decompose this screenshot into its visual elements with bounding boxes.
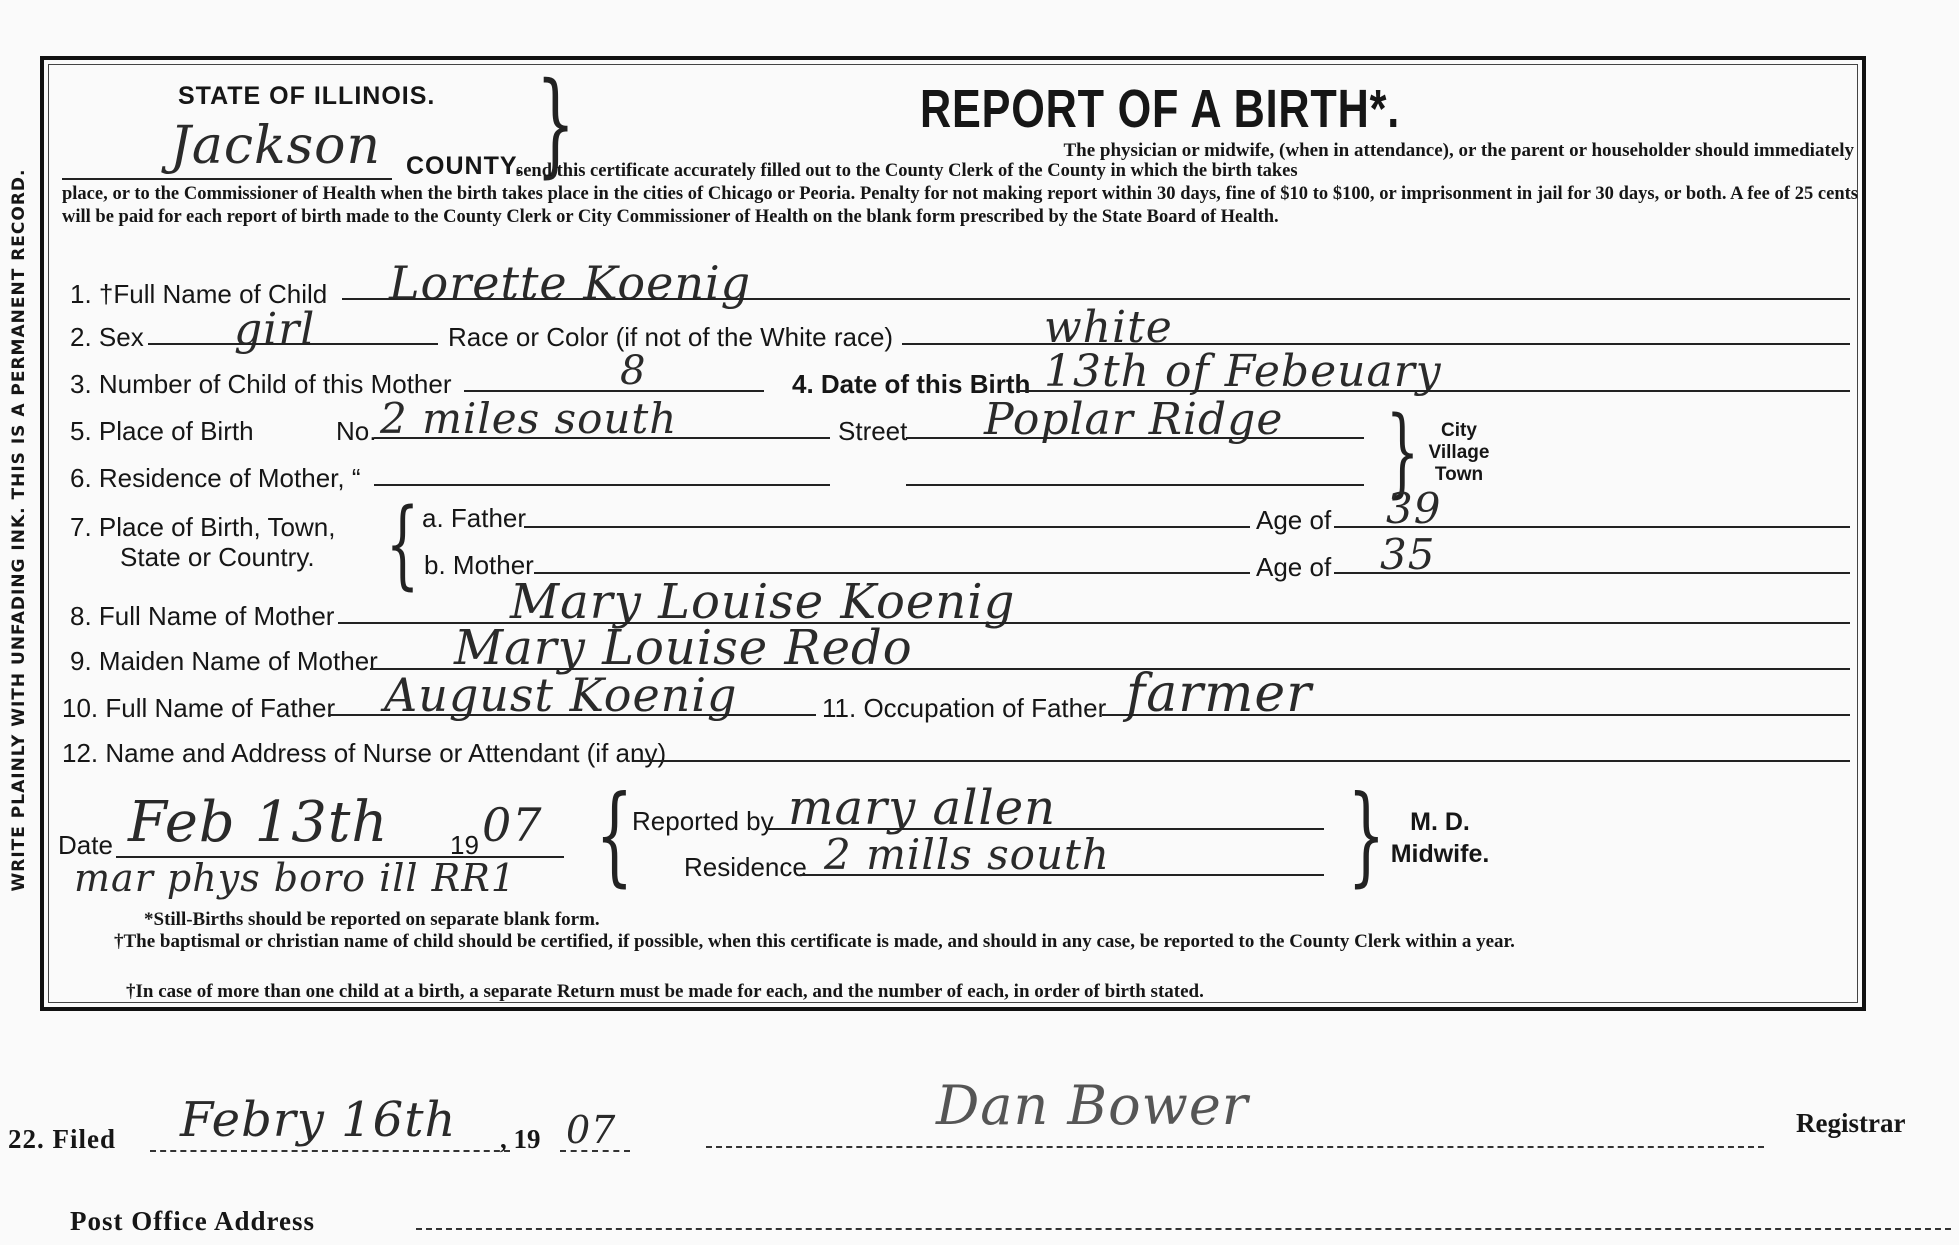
child-name-line bbox=[342, 298, 1850, 300]
sex-value: girl bbox=[234, 304, 316, 355]
registrar-signature: Dan Bower bbox=[936, 1074, 1249, 1137]
report-note-value: mar phys boro ill RR1 bbox=[74, 856, 517, 900]
filed-date-line bbox=[150, 1150, 510, 1152]
registrar-label: Registrar bbox=[1796, 1108, 1906, 1138]
child-name-label: 1. †Full Name of Child bbox=[70, 279, 328, 309]
parents-birthplace-label-2: State or Country. bbox=[120, 542, 315, 572]
child-name-value: Lorette Koenig bbox=[389, 256, 752, 310]
reported-by-value: mary allen bbox=[788, 780, 1057, 836]
mother-name-value: Mary Louise Koenig bbox=[510, 574, 1016, 630]
street-line bbox=[906, 437, 1364, 439]
birth-date-value: 13th of Febeuary bbox=[1044, 346, 1442, 397]
mother-residence-line-1 bbox=[374, 484, 830, 486]
multiple-births-note: †In case of more than one child at a birth, a separate Return must be made for each, and the number of each, in order of birth stated. bbox=[126, 981, 1204, 1002]
residence-line bbox=[800, 874, 1324, 876]
father-occupation-line bbox=[1102, 714, 1850, 716]
father-birthplace-label: a. Father bbox=[422, 503, 527, 533]
maiden-name-label: 9. Maiden Name of Mother bbox=[70, 646, 378, 676]
instructions-line-2: send this certificate accurately filled out to the County Clerk of the County in which the birth takes bbox=[516, 161, 1298, 181]
permanent-record-margin-text bbox=[0, 140, 38, 920]
child-number-value: 8 bbox=[620, 348, 647, 394]
father-occupation-value: farmer bbox=[1126, 664, 1313, 724]
margin-text: WRITE PLAINLY WITH UNFADING INK. THIS IS A PERMANENT RECORD. bbox=[9, 168, 29, 892]
house-number-label: No. bbox=[336, 416, 377, 446]
race-label: Race or Color (if not of the White race) bbox=[448, 322, 894, 352]
birth-report-form bbox=[40, 56, 1866, 1011]
father-age-line bbox=[1334, 526, 1850, 528]
mother-age-label: Age of bbox=[1256, 552, 1332, 582]
mother-age-value: 35 bbox=[1380, 530, 1436, 579]
report-title: REPORT OF A BIRTH*. bbox=[920, 79, 1401, 139]
md-midwife-options bbox=[1360, 806, 1520, 870]
father-name-line bbox=[328, 714, 816, 716]
street-value: Poplar Ridge bbox=[984, 394, 1284, 445]
city-option: City bbox=[1441, 420, 1477, 441]
report-year-prefix: 19 bbox=[450, 830, 479, 860]
report-year-value: 07 bbox=[482, 798, 543, 852]
child-number-line bbox=[464, 390, 764, 392]
state-heading: STATE OF ILLINOIS. bbox=[178, 82, 436, 110]
nurse-attendant-line bbox=[634, 760, 1850, 762]
filed-date-value: Febry 16th bbox=[180, 1092, 457, 1148]
father-name-value: August Koenig bbox=[384, 668, 738, 722]
house-number-value: 2 miles south bbox=[380, 394, 678, 443]
father-age-label: Age of bbox=[1256, 505, 1332, 535]
county-line bbox=[62, 178, 392, 180]
residence-label: Residence bbox=[684, 852, 807, 882]
city-brace: } bbox=[1385, 396, 1420, 508]
mother-residence-label: 6. Residence of Mother, “ bbox=[70, 463, 361, 493]
maiden-name-value: Mary Louise Redo bbox=[454, 620, 913, 676]
instructions-line-1: The physician or midwife, (when in attendance), or the parent or householder should immediately bbox=[1063, 140, 1854, 161]
reported-brace: { bbox=[595, 773, 634, 898]
parents-brace: { bbox=[385, 488, 420, 600]
midwife-option: Midwife. bbox=[1390, 840, 1490, 868]
instructions-paragraph: place, or to the Commissioner of Health when the birth takes place in the cities of Chicago or Peoria. Penalty for not making report within 30 days, fine of $10 to $100, or imprisonment in jail for 30 days, or both. A fee of 25 cents will be paid for each report of birth made to the County Clerk or City Commissioner of Health on the blank form prescribed by the State Board of Health. bbox=[62, 184, 1858, 227]
parents-birthplace-label: 7. Place of Birth, Town, bbox=[70, 512, 336, 542]
sex-label: 2. Sex bbox=[70, 322, 144, 352]
filed-label: 22. Filed bbox=[8, 1124, 116, 1154]
registrar-line bbox=[706, 1146, 1764, 1148]
birth-place-label: 5. Place of Birth bbox=[70, 416, 254, 446]
still-births-note: *Still-Births should be reported on separate blank form. bbox=[144, 909, 600, 930]
md-brace: } bbox=[1347, 773, 1386, 898]
race-line bbox=[902, 343, 1850, 345]
baptismal-note: †The baptismal or christian name of child should be certified, if possible, when this certificate is made, and should in any case, be reported to the County Clerk within a year. bbox=[114, 931, 1515, 952]
father-name-label: 10. Full Name of Father bbox=[62, 693, 336, 723]
filed-year-line bbox=[560, 1150, 630, 1152]
post-office-label: Post Office Address bbox=[70, 1206, 315, 1236]
race-value: white bbox=[1044, 302, 1173, 353]
city-village-town-options bbox=[1409, 420, 1509, 486]
father-occupation-label: 11. Occupation of Father bbox=[822, 693, 1107, 723]
filed-year-value: 07 bbox=[566, 1108, 617, 1152]
mother-birthplace-label: b. Mother bbox=[424, 550, 534, 580]
residence-value: 2 mills south bbox=[824, 830, 1110, 879]
birth-date-label: 4. Date of this Birth bbox=[792, 369, 1031, 399]
father-age-value: 39 bbox=[1386, 484, 1442, 533]
birth-date-line bbox=[1020, 390, 1850, 392]
report-date-label: Date bbox=[58, 830, 113, 860]
county-value: Jackson bbox=[170, 116, 381, 176]
reported-by-label: Reported by bbox=[632, 806, 774, 836]
street-label: Street bbox=[838, 416, 908, 446]
sex-line bbox=[148, 343, 438, 345]
filed-year-prefix: , 19 bbox=[500, 1124, 541, 1154]
father-birthplace-line bbox=[524, 526, 1250, 528]
village-option: Village bbox=[1428, 442, 1490, 463]
header-brace: } bbox=[536, 59, 576, 189]
child-number-label: 3. Number of Child of this Mother bbox=[70, 369, 452, 399]
mother-age-line bbox=[1334, 572, 1850, 574]
house-number-line bbox=[374, 437, 830, 439]
mother-name-label: 8. Full Name of Mother bbox=[70, 601, 335, 631]
nurse-attendant-label: 12. Name and Address of Nurse or Attendant (if any) bbox=[62, 738, 667, 768]
county-label: COUNTY. bbox=[406, 152, 523, 180]
md-option: M. D. bbox=[1410, 808, 1470, 836]
post-office-line bbox=[416, 1228, 1951, 1230]
mother-residence-line-2 bbox=[906, 484, 1364, 486]
report-date-value: Feb 13th bbox=[128, 790, 389, 855]
town-option: Town bbox=[1434, 464, 1484, 485]
